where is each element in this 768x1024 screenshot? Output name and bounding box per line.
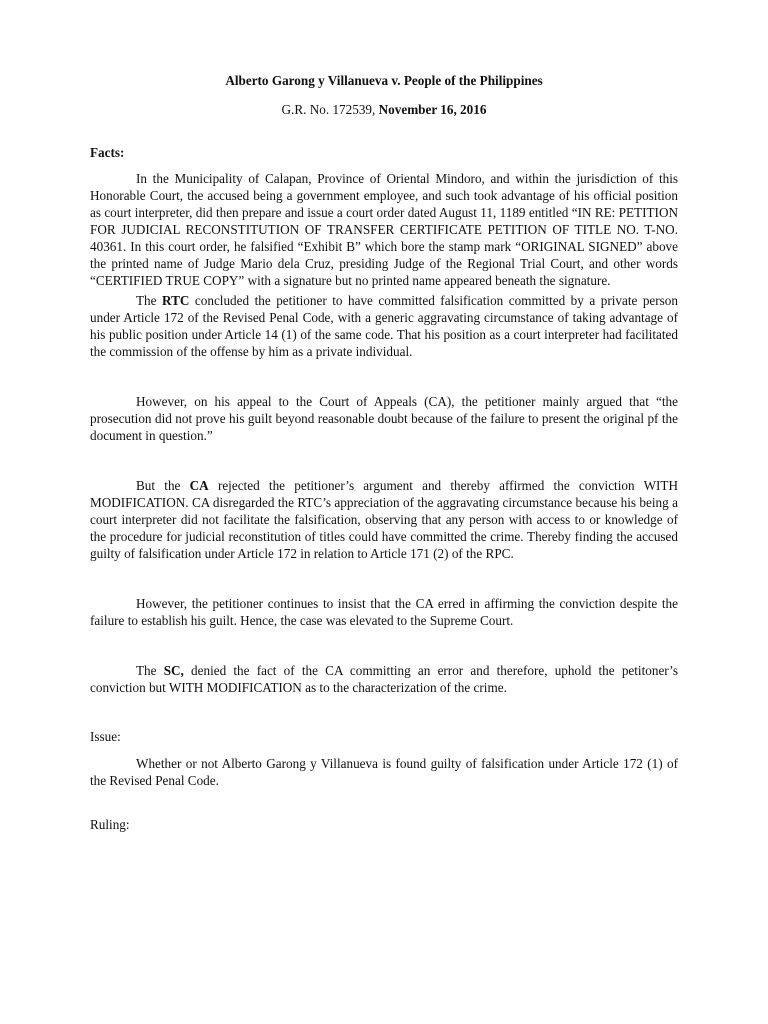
facts-paragraph-2: The RTC concluded the petitioner to have committed falsification committed by a private person under Article 172 of the Revised Penal Code, with a generic aggravating circumstance of taking advantage of his public position under Article 14 (1) of the same code. That his position as a court interpreter had facilitated the commission of the offense by him as a private individual. <box>90 293 678 359</box>
gr-number: G.R. No. 172539, <box>281 102 379 117</box>
facts-heading: Facts: <box>90 145 125 160</box>
facts-paragraph-3: However, on his appeal to the Court of Appeals (CA), the petitioner mainly argued that “the prosecution did not prove his guilt beyond reasonable doubt because of the failure to present the original pf the document in question.” <box>90 394 678 443</box>
ruling-heading: Ruling: <box>90 817 130 832</box>
case-title: Alberto Garong y Villanueva v. People of the Philippines <box>225 73 543 88</box>
court-sc: SC, <box>163 663 184 678</box>
issue-heading: Issue: <box>90 729 121 744</box>
facts-paragraph-4: But the CA rejected the petitioner’s argument and thereby affirmed the conviction WITH MODIFICATION. CA disregarded the RTC’s appreciation of the aggravating circumstance because his being a court interpreter did not facilitate the falsification, observing that any person with access to or knowledge of the procedure for judicial reconstitution of titles could have committed the crime. Thereby finding the accused guilty of falsification under Article 172 in relation to Article 171 (2) of the RPC. <box>90 478 678 561</box>
facts-paragraph-6: The SC, denied the fact of the CA committing an error and therefore, uphold the petitoner’s conviction but WITH MODIFICATION as to the characterization of the crime. <box>90 663 678 695</box>
document-page <box>90 72 678 833</box>
court-ca: CA <box>189 478 209 493</box>
issue-paragraph: Whether or not Alberto Garong y Villanueva is found guilty of falsification under Article 172 (1) of the Revised Penal Code. <box>90 756 678 788</box>
decision-date: November 16, 2016 <box>378 102 487 117</box>
facts-paragraph-1: In the Municipality of Calapan, Province of Oriental Mindoro, and within the jurisdiction of this Honorable Court, the accused being a government employee, and such took advantage of his official position as court interpreter, did then prepare and issue a court order dated August 11, 1189 entitled “IN RE: PETITION FOR JUDICIAL RECONSTITUTION OF TRANSFER CERTIFICATE PETITION OF TITLE NO. T-NO. 40361. In this court order, he falsified “Exhibit B” which bore the stamp mark “ORIGINAL SIGNED” above the printed name of Judge Mario dela Cruz, presiding Judge of the Regional Trial Court, and other words “CERTIFIED TRUE COPY” with a signature but no printed name appeared beneath the signature. <box>90 171 678 288</box>
court-rtc: RTC <box>162 293 190 308</box>
facts-paragraph-5: However, the petitioner continues to insist that the CA erred in affirming the conviction despite the failure to establish his guilt. Hence, the case was elevated to the Supreme Court. <box>90 596 678 628</box>
case-reference <box>90 101 678 118</box>
